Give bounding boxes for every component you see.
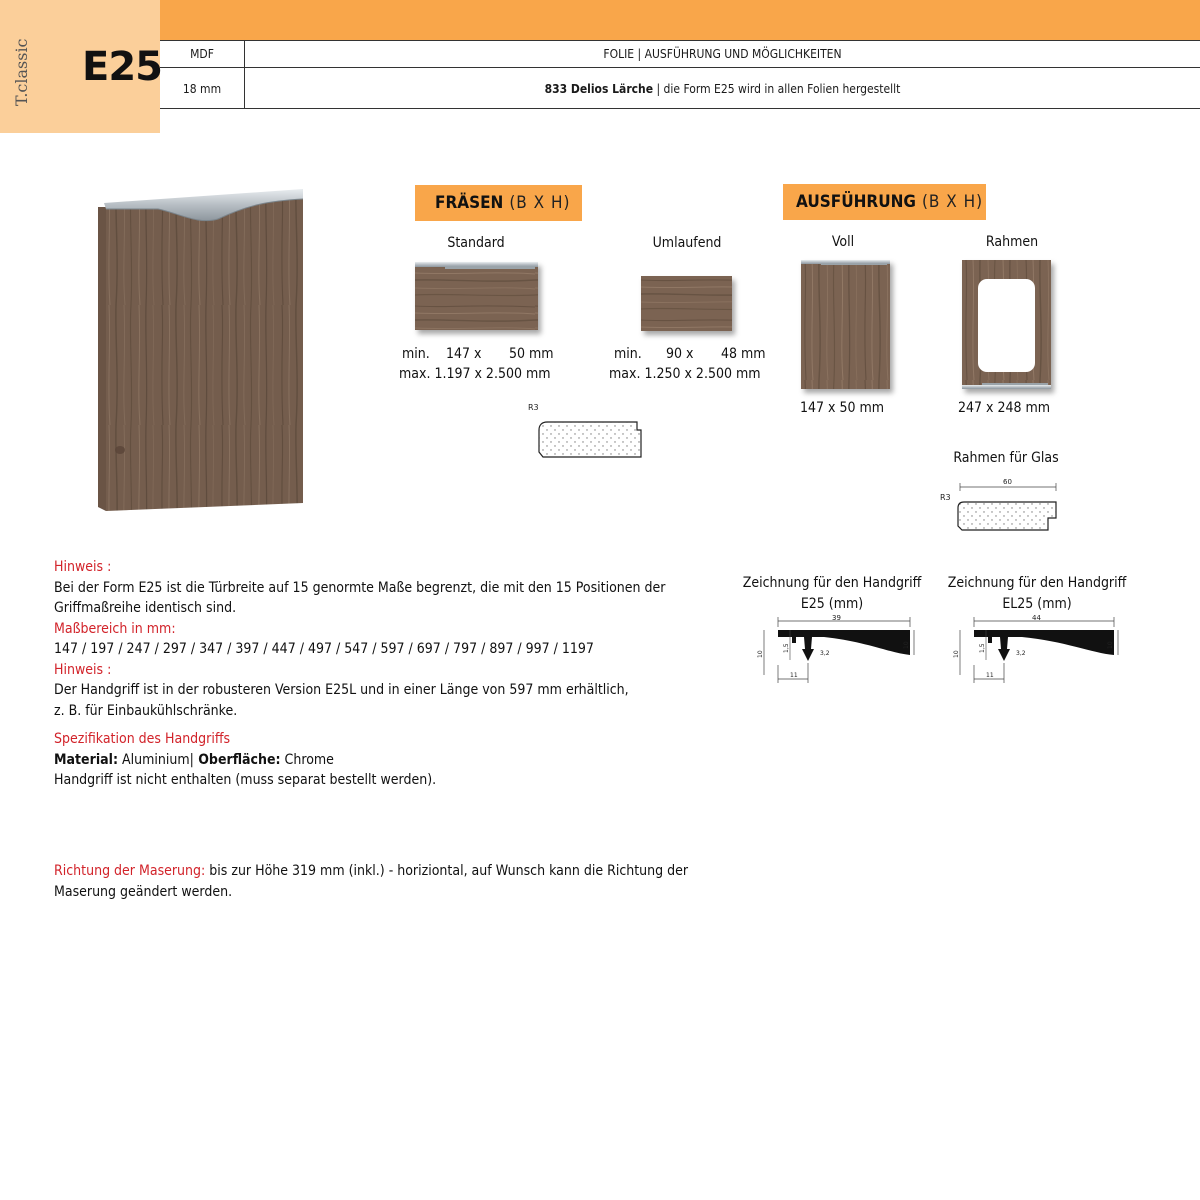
spec-finish (245, 68, 1200, 109)
ausfuehrung-voll-thumb (801, 260, 890, 389)
surface-value: Chrome (280, 751, 334, 768)
handle-e25-base: 11 (790, 672, 798, 679)
fraesen-standard-min-label: min. (402, 346, 430, 362)
fraesen-standard-min-w: 147 x (446, 346, 482, 362)
richtung-heading: Richtung der Maserung: (54, 863, 206, 879)
fraesen-umlaufend-thumb (641, 276, 732, 331)
hinweis2-line1: Der Handgriff ist in der robusteren Version E25L und in einer Länge von 597 mm erhältlich, (54, 682, 629, 698)
notes-block (54, 557, 734, 791)
handle-e25-h1: 10 (757, 650, 764, 658)
handle-drawing-e25 (752, 615, 917, 685)
fraesen-umlaufend-min-w: 90 x (666, 346, 694, 362)
brand-logo (12, 22, 38, 106)
handle-e25-length: 39 (832, 615, 841, 622)
richtung-block (54, 861, 734, 902)
ausfuehrung-rahmen-label: Rahmen (985, 234, 1039, 250)
handle-drawing-title-el25 (941, 573, 1133, 615)
rahmen-glas-label: Rahmen für Glas (953, 450, 1059, 466)
fraesen-umlaufend-min-h: 48 mm (721, 346, 766, 362)
fraesen-tag (415, 185, 582, 221)
spec-table-header-row (160, 41, 1200, 68)
handle-e25-h3: 10 (903, 641, 910, 649)
fraesen-standard-min-h: 50 mm (509, 346, 554, 362)
handle-el25-base: 11 (986, 672, 994, 679)
fraesen-profile-drawing (525, 400, 650, 462)
ausfuehrung-voll-size: 147 x 50 mm (800, 400, 885, 416)
spec-heading: Spezifikation des Handgriffs (54, 731, 231, 747)
fraesen-umlaufend-label: Umlaufend (652, 235, 722, 251)
spec-material-line (54, 750, 734, 771)
door-image (98, 185, 313, 515)
handle-e25-w: 3,2 (820, 650, 830, 657)
finish-note: | die Form E25 wird in allen Folien hergestellt (653, 81, 901, 96)
ausfuehrung-tag-title: AUSFÜHRUNG (796, 192, 916, 212)
hinweis1-text: Bei der Form E25 ist die Türbreite auf 15 genormte Maße begrenzt, die mit den 15 Positionen der Griffmaßreihe identisch sind. (54, 579, 666, 616)
fraesen-standard-max: max. 1.197 x 2.500 mm (399, 366, 551, 382)
fraesen-umlaufend-max: max. 1.250 x 2.500 mm (609, 366, 761, 382)
handle-drawing-title-el25-line2: EL25 (mm) (1002, 596, 1072, 612)
handle-el25-h1: 10 (953, 650, 960, 658)
handle-el25-length: 44 (1032, 615, 1041, 622)
finish-name: 833 Delios Lärche (544, 81, 654, 96)
handle-drawing-title-el25-line1: Zeichnung für den Handgriff (947, 575, 1127, 591)
fraesen-standard-thumb (415, 262, 538, 330)
handle-e25-h2: 1,5 (783, 643, 790, 653)
fraesen-umlaufend-min-label: min. (614, 346, 642, 362)
header-bar (0, 0, 1200, 40)
material-value: Aluminium| (117, 751, 194, 768)
handle-el25-h3: 10 (1107, 641, 1114, 649)
ausfuehrung-tag (783, 184, 986, 220)
rahmen-glas-width: 60 (1003, 478, 1012, 486)
spec-table-value-row (160, 68, 1200, 109)
massbereich-heading: Maßbereich in mm: (54, 620, 176, 637)
rahmen-glas-radius: R3 (940, 493, 951, 502)
brand-box (0, 0, 160, 133)
spec-thickness: 18 mm (160, 68, 245, 109)
ausfuehrung-tag-dim: (B X H) (921, 192, 984, 212)
handle-el25-h2: 1,5 (979, 643, 986, 653)
model-code: E25 (82, 44, 162, 90)
ausfuehrung-rahmen-size: 247 x 248 mm (958, 400, 1051, 416)
surface-label: Oberfläche: (193, 751, 281, 768)
material-label: Material: (54, 751, 118, 768)
spec-col-mdf-head: MDF (160, 41, 245, 67)
fraesen-standard-label: Standard (447, 235, 505, 251)
handle-drawing-title-e25-line2: E25 (mm) (800, 596, 864, 612)
ausfuehrung-voll-label: Voll (831, 234, 855, 250)
hinweis1-heading: Hinweis : (54, 559, 112, 575)
spec-col-folie-head: FOLIE | AUSFÜHRUNG UND MÖGLICHKEITEN (603, 47, 842, 61)
handle-note: Handgriff ist nicht enthalten (muss separat bestellt werden). (54, 772, 437, 788)
massbereich-values: 147 / 197 / 247 / 297 / 347 / 397 / 447 / 497 / 547 / 597 / 697 / 797 / 897 / 997 / 1197 (54, 641, 594, 657)
brand-logo-text: T.classic (12, 38, 31, 106)
handle-el25-w: 3,2 (1016, 650, 1026, 657)
hinweis2-line2: z. B. für Einbaukühlschränke. (54, 702, 238, 719)
richtung-text: bis zur Höhe 319 mm (inkl.) - horiziontal, auf Wunsch kann die Richtung der Maserung geändert werden. (54, 863, 693, 900)
fraesen-tag-dim: (B X H) (509, 193, 571, 213)
handle-drawing-el25 (948, 615, 1123, 685)
spec-table (160, 40, 1200, 109)
ausfuehrung-rahmen-thumb (962, 260, 1051, 389)
hinweis2-heading: Hinweis : (54, 661, 112, 678)
handle-drawing-title-e25 (737, 573, 927, 615)
fraesen-tag-title: FRÄSEN (435, 193, 504, 213)
handle-drawing-title-e25-line1: Zeichnung für den Handgriff (742, 575, 922, 591)
fraesen-profile-radius: R3 (528, 403, 539, 412)
rahmen-glas-profile-drawing (938, 474, 1063, 538)
